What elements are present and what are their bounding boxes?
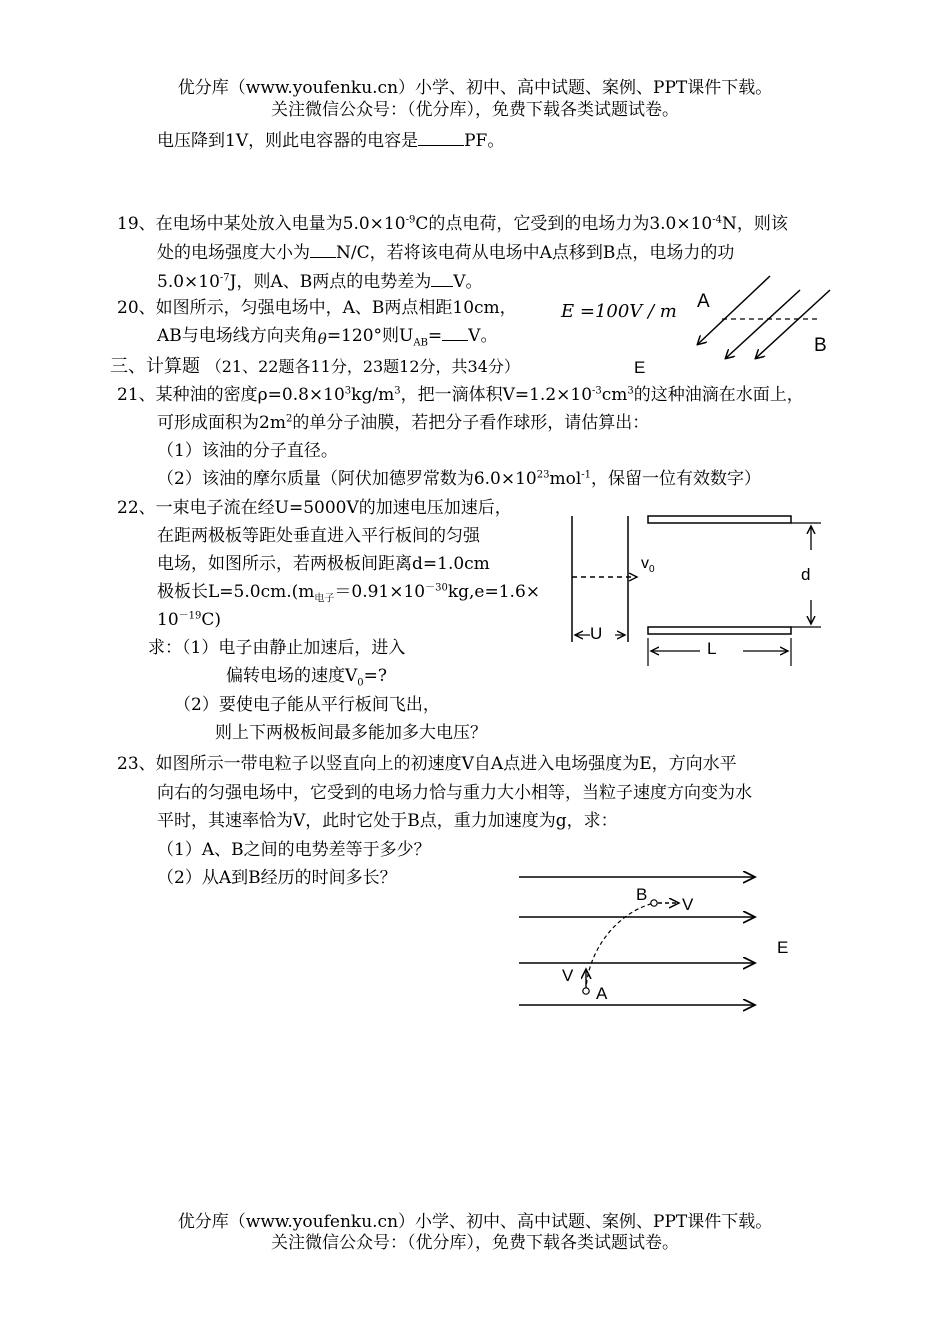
section-3-title: 三、计算题 （21、22题各11分，23题12分，共34分）	[110, 356, 520, 377]
question-22-line-3: 电场，如图所示，若两极板间距离d=1.0cm	[157, 554, 490, 574]
upper-deflection-plate	[648, 516, 791, 523]
question-23-line-3: 平时，其速率恰为V，此时它处于B点，重力加速度为g，求：	[157, 811, 618, 831]
question-22-ask-1: 求：（1）电子由静止加速后，进入	[148, 638, 406, 658]
question-23-part-1: （1）A、B之间的电势差等于多少？	[157, 840, 431, 860]
question-21-line-1: 21、某种油的密度$\rho=0.8\times 10^3kg/m^3$，把一滴体积$V=1.2\times 10^{-3}cm^3$的这种油滴在水面上，	[117, 385, 804, 405]
question-22-ask-2b: 则上下两极板间最多能加多大电压？	[215, 723, 487, 743]
point-a-label-2: A	[596, 984, 608, 1003]
point-a-marker	[583, 988, 589, 994]
question-22-line-4: 极板长$L=5.0cm.(m_{电子}=0.91\times 10^{-30}kg,e=1.6\times$	[157, 582, 541, 605]
field-e-label: E	[634, 358, 646, 377]
velocity-v-top-label: V	[682, 895, 694, 914]
field-e-label-2: E	[777, 938, 789, 957]
footer-line-2: 关注微信公众号：（优分库），免费下载各类试题试卷。	[271, 1233, 679, 1253]
question-22-line-1: 22、一束电子流在经U=5000V的加速电压加速后，	[117, 498, 512, 518]
question-23-part-2: （2）从A到B经历的时间多长？	[157, 868, 397, 888]
question-22-ask-2: （2）要使电子能从平行板间飞出，	[174, 695, 440, 715]
deflection-plates-figure	[565, 510, 835, 670]
question-22-line-2: 在距两极板等距处垂直进入平行板间的匀强	[157, 526, 480, 546]
v0-label: $v_0$	[641, 555, 655, 576]
question-19-line-1: 19、在电场中某处放入电量为$5.0\times 10^{-9}C$的点电荷，它受到的电场力为$3.0\times 10^{-4}N$，则该	[117, 214, 788, 234]
u-label: U	[590, 624, 603, 643]
question-21-part-1: （1）该油的分子直径。	[157, 441, 338, 461]
d-label: d	[801, 565, 811, 584]
velocity-v-bottom-label: V	[562, 966, 574, 985]
point-a-label: A	[697, 291, 710, 312]
question-23-line-1: 23、如图所示一带电粒子以竖直向上的初速度V自A点进入电场强度为E，方向水平	[117, 754, 737, 774]
question-23-line-2: 向右的匀强电场中，它受到的电场力恰与重力大小相等，当粒子速度方向变为水	[157, 783, 752, 803]
point-b-label: B	[814, 335, 827, 356]
question-20-line-2: AB与电场线方向夹角θ=120°则$U_{AB}= V$。	[157, 326, 498, 349]
field-line-2	[726, 290, 800, 358]
question-18-tail: 电压降到1V，则此电容器的电容是 PF。	[157, 131, 505, 151]
header-line-2: 关注微信公众号：（优分库），免费下载各类试题试卷。	[271, 100, 679, 120]
question-22-ask-1b: 偏转电场的速度$V_0=$?	[226, 666, 388, 689]
field-strength-formula: E =100V / m	[561, 301, 677, 322]
footer-line-1: 优分库（www.youfenku.cn）小学、初中、高中试题、案例、PPT课件下载。	[177, 1212, 773, 1232]
question-19-line-3: $5.0\times 10^{-7}J$，则A、B两点的电势差为 V。	[157, 272, 483, 292]
question-21-line-2: 可形成面积为$2m^2$的单分子油膜，若把分子看作球形，请估算出：	[157, 413, 650, 433]
question-21-part-2: （2）该油的摩尔质量（阿伏加德罗常数为$6.0\times 10^{23}mol^{-1}$，保留一位有效数字）	[157, 469, 762, 489]
question-20-line-1: 20、如图所示，匀强电场中，A、B两点相距10cm，	[117, 298, 517, 318]
header-line-1: 优分库（www.youfenku.cn）小学、初中、高中试题、案例、PPT课件下载。	[177, 78, 773, 98]
lower-deflection-plate	[648, 627, 791, 634]
question-22-line-5: $10^{-19}C$)	[157, 610, 222, 630]
l-label: L	[707, 639, 717, 658]
question-19-line-2: 处的电场强度大小为 N/C，若将该电荷从电场中A点移到B点，电场力的功	[157, 243, 735, 263]
point-b-marker	[651, 900, 657, 906]
point-b-label: B	[636, 885, 648, 904]
